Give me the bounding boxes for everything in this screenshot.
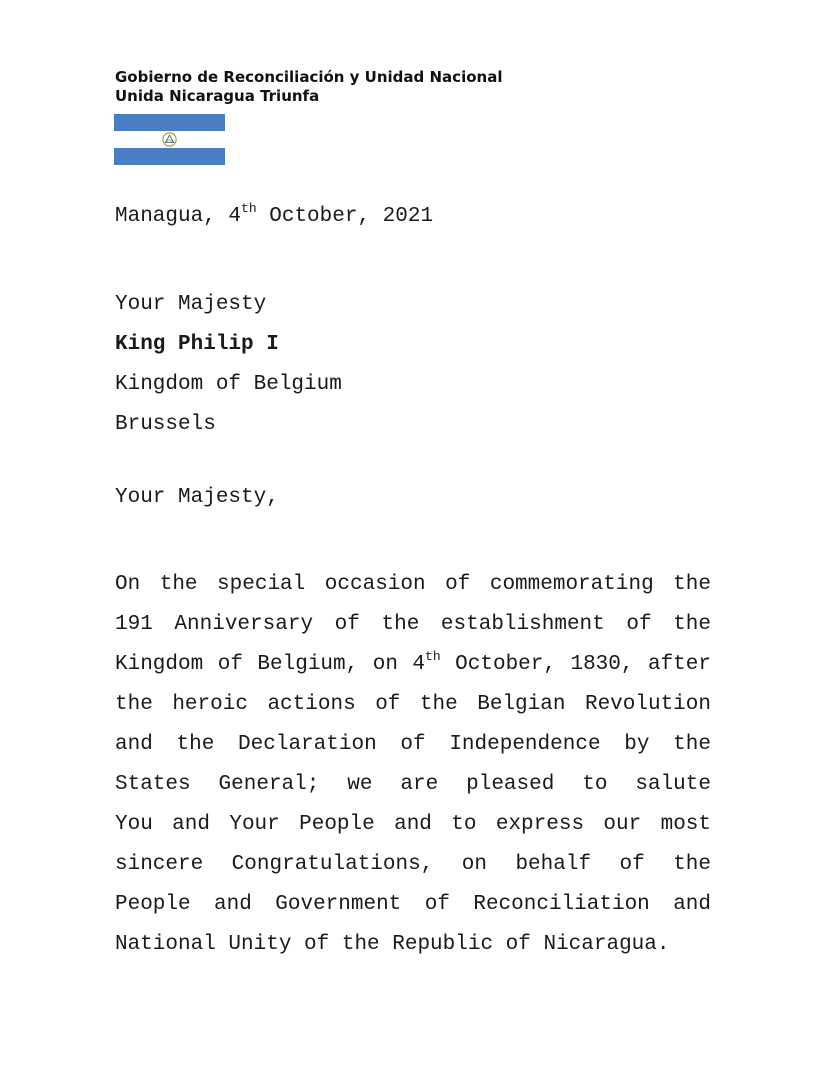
body-line: sincere Congratulations, on behalf of the [115, 853, 711, 876]
coat-of-arms-icon [160, 132, 179, 147]
recipient-address [115, 285, 342, 445]
dateline-place-day: Managua, 4 [115, 205, 242, 228]
nicaragua-flag-icon [114, 114, 225, 165]
recipient-country: Kingdom of Belgium [115, 373, 342, 396]
dateline-month-year: October, 2021 [269, 205, 434, 228]
letterhead [115, 68, 502, 106]
body-line: 191 Anniversary of the establishment of the [115, 613, 711, 636]
salutation: Your Majesty, [115, 486, 279, 509]
recipient-city: Brussels [115, 413, 216, 436]
recipient-name: King Philip I [115, 333, 279, 356]
flag-bottom-stripe [114, 148, 225, 165]
letterhead-motto: Unida Nicaragua Triunfa [115, 87, 320, 105]
body-ordinal-suffix: th [425, 649, 441, 664]
body-line: and the Declaration of Independence by the [115, 733, 711, 756]
body-line: the heroic actions of the Belgian Revolution [115, 693, 711, 716]
flag-top-stripe [114, 114, 225, 131]
body-line: States General; we are pleased to salute [115, 773, 711, 796]
letter-body [115, 565, 711, 965]
body-line-part: Kingdom of Belgium, on 4 [115, 653, 426, 676]
letterhead-government-name: Gobierno de Reconciliación y Unidad Nacional [115, 68, 503, 86]
dateline [115, 201, 434, 230]
body-line-part: October, 1830, after [440, 653, 711, 676]
body-line: You and Your People and to express our most [115, 813, 711, 836]
body-line: On the special occasion of commemorating the [115, 573, 711, 596]
body-line: People and Government of Reconciliation and [115, 893, 711, 916]
body-line [115, 645, 711, 685]
dateline-ordinal-suffix: th [241, 201, 257, 216]
recipient-title: Your Majesty [115, 293, 267, 316]
body-line: National Unity of the Republic of Nicaragua. [115, 933, 670, 956]
